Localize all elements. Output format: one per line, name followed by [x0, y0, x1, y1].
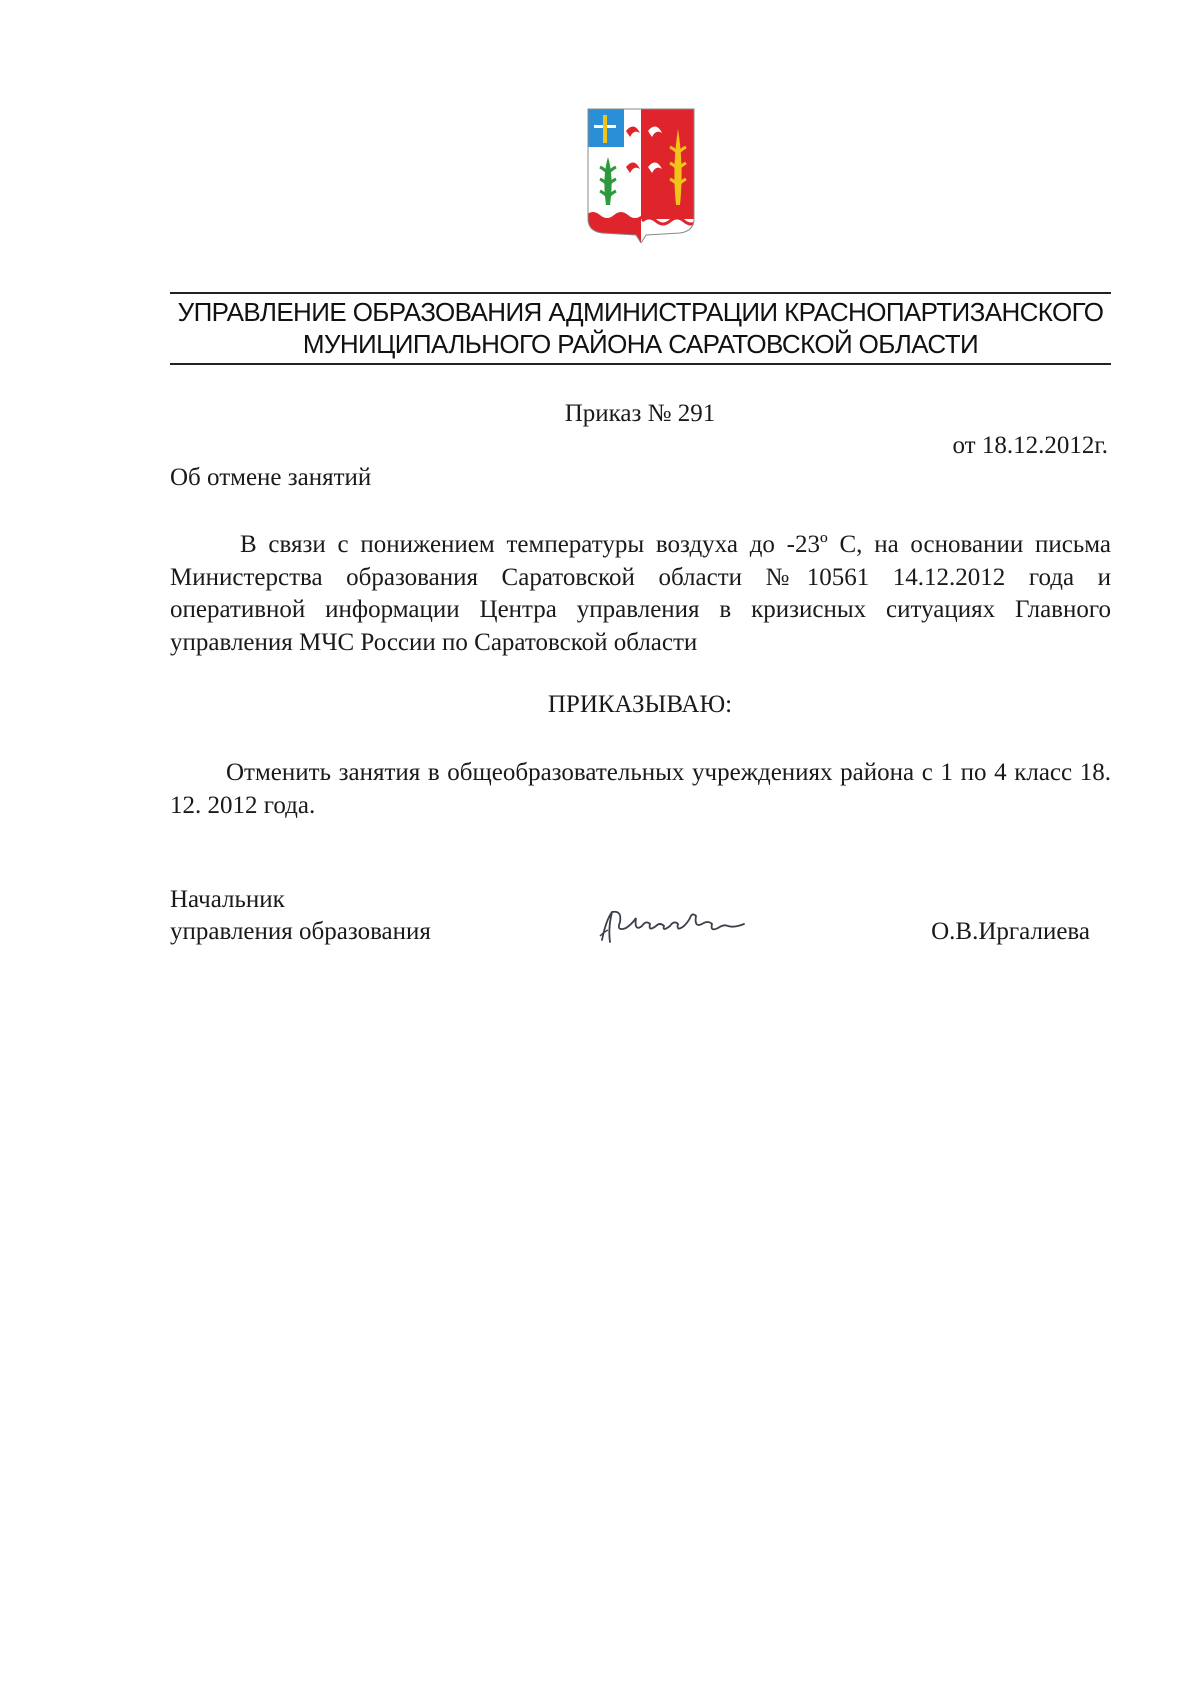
organization-title	[170, 296, 1111, 360]
body-paragraph-1	[170, 529, 1111, 659]
organization-title-line2: МУНИЦИПАЛЬНОГО РАЙОНА САРАТОВСКОЙ ОБЛАСТИ	[302, 329, 979, 359]
body-paragraph-1-text: В связи с понижением температуры воздуха до -23º С, на основании письма Министерства образования Саратовской области №10561 14.12.2012 года и оперативной информации Центра управления в кризисных ситуациях Главного управления МЧС России по Саратовской области	[170, 531, 1111, 656]
handwritten-signature	[596, 902, 756, 952]
body-paragraph-2-text: Отменить занятия в общеобразовательных учреждениях района с 1 по 4 класс 18. 12. 2012 года.	[170, 759, 1111, 819]
order-date: от 18.12.2012г.	[952, 432, 1108, 459]
decree-heading: ПРИКАЗЫВАЮ:	[547, 691, 733, 718]
header-rule-bottom	[170, 363, 1111, 365]
header-rule-top	[170, 292, 1111, 294]
body-paragraph-2	[170, 757, 1111, 822]
coat-of-arms-icon	[586, 107, 696, 243]
signatory-name: О.В.Иргалиева	[931, 918, 1090, 945]
order-subject: Об отмене занятий	[170, 464, 372, 491]
organization-title-line1: УПРАВЛЕНИЕ ОБРАЗОВАНИЯ АДМИНИСТРАЦИИ КРАСНОПАРТИЗАНСКОГО	[177, 297, 1104, 327]
order-number: Приказ № 291	[564, 400, 716, 427]
signatory-position-line1: Начальник	[170, 886, 285, 913]
signatory-position-line2: управления образования	[170, 918, 431, 945]
